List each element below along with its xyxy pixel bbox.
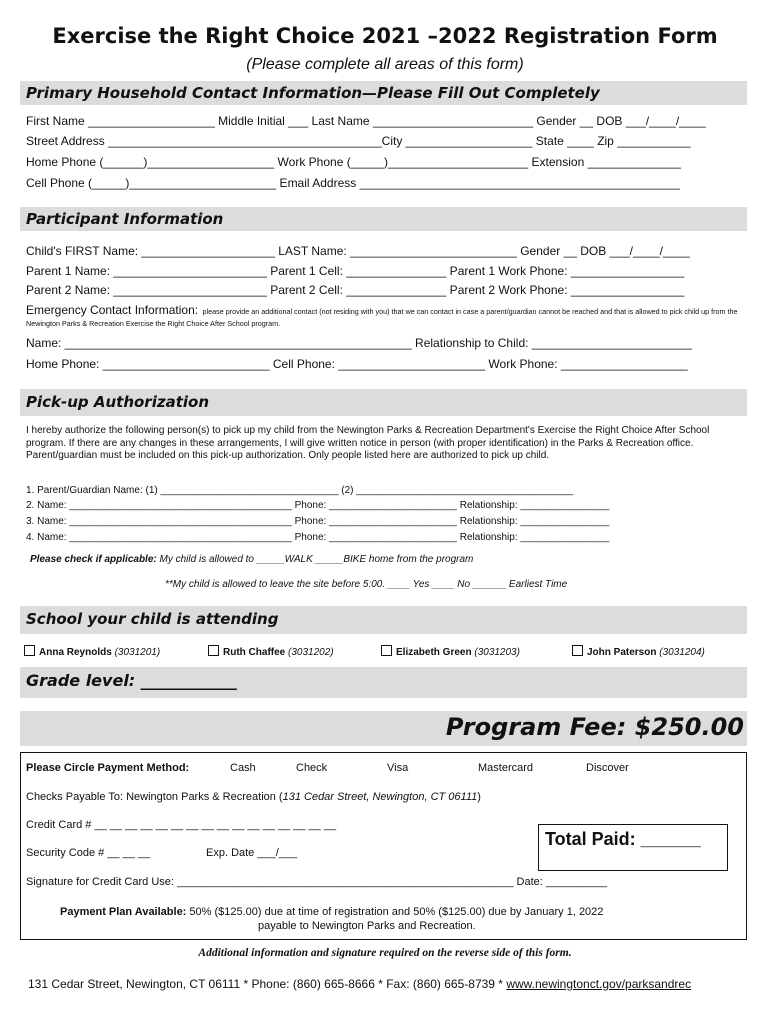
payment-method-visa[interactable]: Visa — [387, 762, 409, 774]
checks-payable-to: Checks Payable To: Newington Parks & Recreation (131 Cedar Street, Newington, CT 06111) — [26, 791, 481, 803]
payment-method-mastercard[interactable]: Mastercard — [478, 762, 534, 774]
pickup-line-2[interactable]: 2. Name: ________________________________________ Phone: _______________________ Relationship: ________________ — [26, 500, 610, 511]
emergency-note: please provide an additional contact (not residing with you) that we can contact in case a parent/guardian cannot be reached and that is allowed to pick child up from the Newington Parks & Recreation Exercise the Right Choice After School program. — [26, 307, 738, 328]
security-code-field[interactable]: Security Code # __ __ __ — [26, 847, 151, 859]
school-option-ruth-chaffee[interactable]: Ruth Chaffee (3031202) — [208, 645, 334, 658]
payment-method-label: Please Circle Payment Method: — [26, 762, 190, 774]
form-title: Exercise the Right Choice 2021 –2022 Registration Form — [52, 24, 718, 48]
payment-plan-line — [60, 906, 603, 918]
household-row-phone[interactable]: Home Phone (______)___________________ Work Phone (_____)_____________________ Extension ______________ — [26, 155, 682, 169]
check-applicable-label: Please check if applicable: — [30, 554, 157, 565]
checkbox-icon[interactable] — [24, 645, 35, 656]
payment-plan-label: Payment Plan Available: — [60, 906, 187, 918]
school-section-header — [20, 606, 747, 634]
household-row-address[interactable]: Street Address _________________________________________City ___________________ State ____ Zip ___________ — [26, 134, 691, 148]
website-link[interactable]: www.newingtonct.gov/parksandrec — [506, 977, 692, 991]
school-option-john-paterson[interactable]: John Paterson (3031204) — [572, 645, 705, 658]
credit-card-number-field[interactable]: Credit Card # __ __ __ __ __ __ __ __ __ __ __ __ __ __ __ __ — [26, 819, 337, 831]
leave-early-row[interactable]: **My child is allowed to leave the site before 5:00. ____ Yes ____ No ______ Earliest Time — [165, 579, 568, 590]
form-subtitle: (Please complete all areas of this form) — [246, 56, 524, 73]
walk-bike-row[interactable] — [30, 554, 473, 565]
footer-address-text: 131 Cedar Street, Newington, CT 06111 * Phone: (860) 665-8666 * Fax: (860) 665-8739 * — [28, 977, 507, 991]
emergency-label: Emergency Contact Information: — [26, 303, 199, 317]
school-option-anna-reynolds[interactable]: Anna Reynolds (3031201) — [24, 645, 160, 658]
household-section-header — [20, 81, 747, 105]
reverse-side-note: Additional information and signature required on the reverse side of this form. — [198, 947, 572, 959]
expiration-date-field[interactable]: Exp. Date ___/___ — [206, 847, 298, 859]
emergency-phone-row[interactable]: Home Phone: _________________________ Cell Phone: ______________________ Work Phone: ___________________ — [26, 357, 688, 371]
participant-heading: Participant Information — [26, 210, 224, 228]
household-row-name[interactable]: First Name ___________________ Middle Initial ___ Last Name ________________________ Gender __ DOB ___/____/____ — [26, 114, 706, 128]
school-heading: School your child is attending — [26, 610, 279, 628]
payment-method-discover[interactable]: Discover — [586, 762, 629, 774]
pickup-line-1[interactable]: 1. Parent/Guardian Name: (1) ________________________________ (2) _______________________________________ — [26, 485, 574, 496]
emergency-name-row[interactable]: Name: ____________________________________________________ Relationship to Child: ________________________ — [26, 336, 692, 350]
signature-field[interactable]: Signature for Credit Card Use: _______________________________________________________ Date: __________ — [26, 876, 608, 888]
checkbox-icon[interactable] — [381, 645, 392, 656]
total-paid-field[interactable]: Total Paid: ______ — [545, 829, 701, 849]
walk-bike-text: My child is allowed to _____WALK _____BIKE home from the program — [156, 554, 474, 565]
checks-payable-address: 131 Cedar Street, Newington, CT 06111 — [282, 791, 478, 803]
participant-section-header — [20, 207, 747, 231]
household-row-cell-email[interactable]: Cell Phone (_____)______________________ Email Address ________________________________________________ — [26, 176, 680, 190]
parent2-row[interactable]: Parent 2 Name: _______________________ Parent 2 Cell: _______________ Parent 2 Work Phone: _________________ — [26, 283, 685, 297]
school-option-elizabeth-green[interactable]: Elizabeth Green (3031203) — [381, 645, 520, 658]
checkbox-icon[interactable] — [208, 645, 219, 656]
pickup-line-4[interactable]: 4. Name: ________________________________________ Phone: _______________________ Relationship: ________________ — [26, 532, 610, 543]
footer-address — [28, 977, 691, 991]
household-heading: Primary Household Contact Information—Please Fill Out Completely — [26, 84, 600, 102]
grade-heading[interactable]: Grade level: ____________ — [26, 671, 237, 690]
pickup-section-header — [20, 389, 747, 416]
pickup-line-3[interactable]: 3. Name: ________________________________________ Phone: _______________________ Relationship: ________________ — [26, 516, 610, 527]
program-fee-title: Program Fee: $250.00 — [445, 713, 744, 741]
grade-section-header — [20, 667, 747, 698]
parent1-row[interactable]: Parent 1 Name: _______________________ Parent 1 Cell: _______________ Parent 1 Work Phone: _________________ — [26, 264, 685, 278]
payment-plan-line-2: payable to Newington Parks and Recreation. — [258, 920, 476, 932]
checkbox-icon[interactable] — [572, 645, 583, 656]
emergency-contact-info — [26, 305, 741, 329]
payment-method-cash[interactable]: Cash — [230, 762, 256, 774]
pickup-heading: Pick-up Authorization — [26, 393, 209, 411]
payment-method-check[interactable]: Check — [296, 762, 328, 774]
payment-plan-text: 50% ($125.00) due at time of registration and 50% ($125.00) due by January 1, 2022 — [186, 906, 604, 918]
child-name-row[interactable]: Child's FIRST Name: ____________________ LAST Name: _________________________ Gender __ DOB ___/____/____ — [26, 244, 690, 258]
pickup-paragraph: I hereby authorize the following person(s) to pick up my child from the Newington Parks & Recreation Department's Exercise the Right Choice After School program. If there are any changes in these arrangements, I will give written notice in person (with proper identification) in the Parks & Recreation office. Parent/guardian must be included on this pick-up authorization. Only people listed here are authorized to pick up child. — [26, 425, 710, 461]
